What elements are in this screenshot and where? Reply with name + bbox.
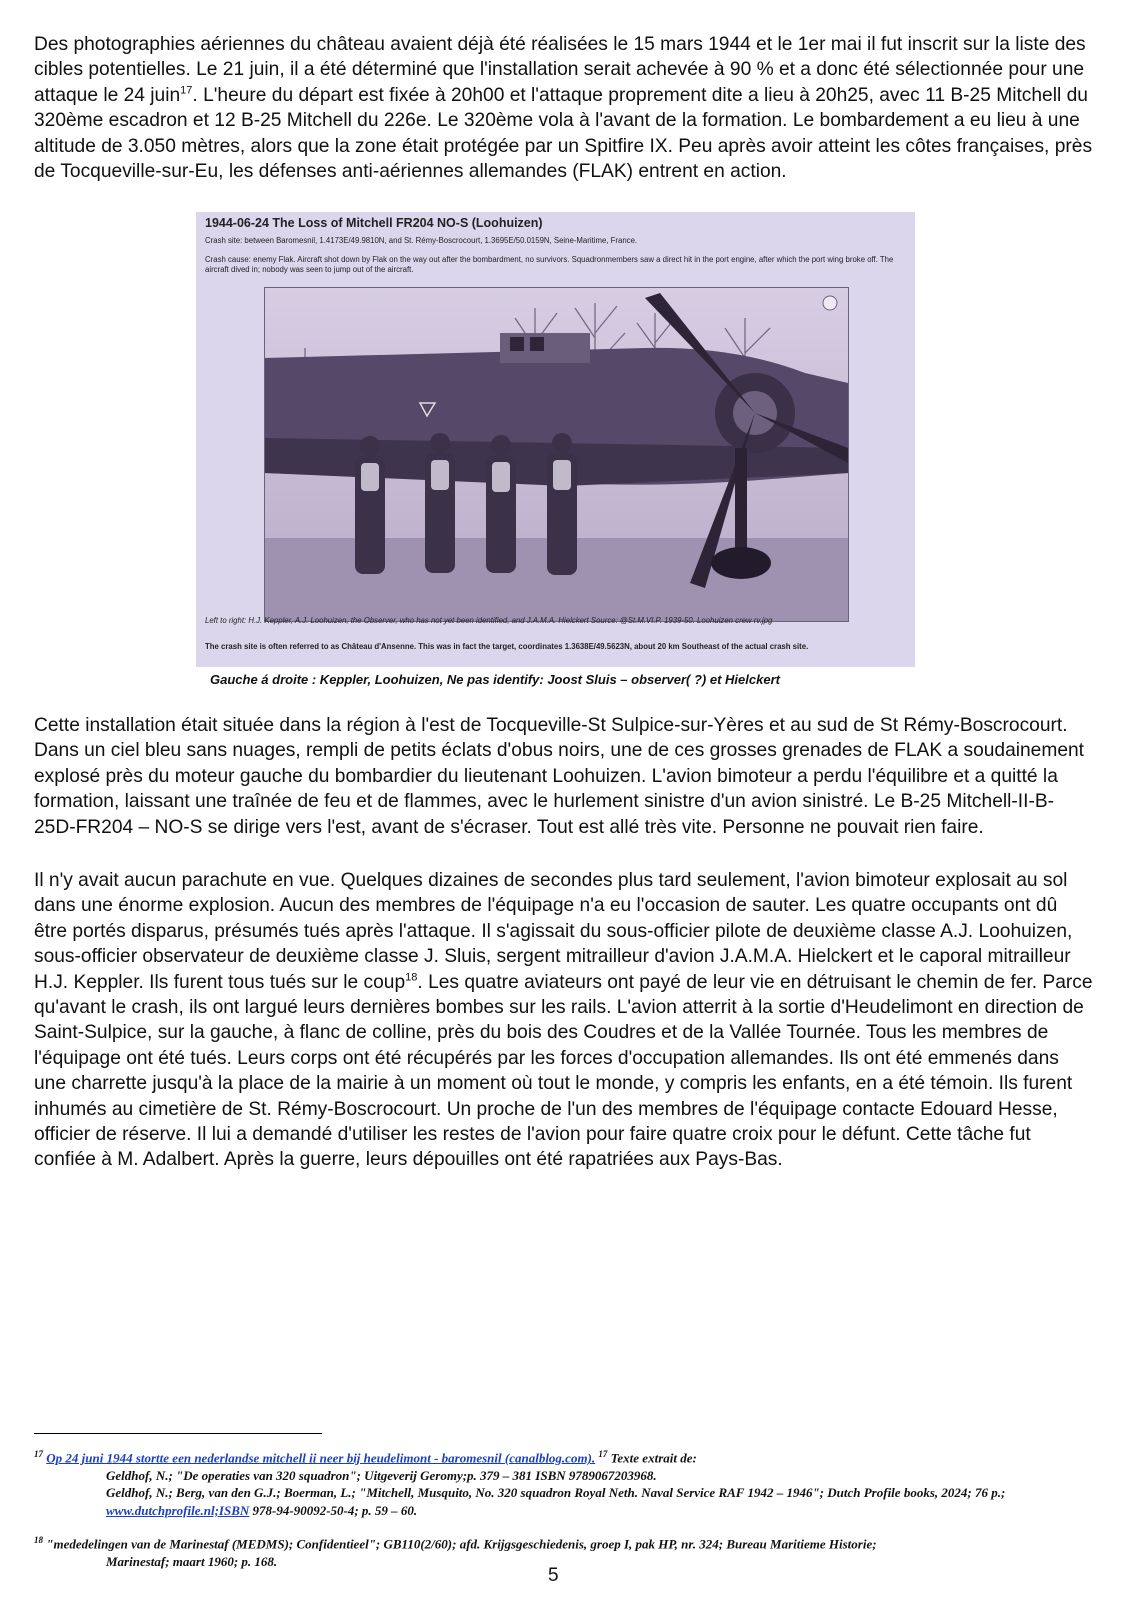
figure-crash-site: Crash site: between Baromesnil, 1.4173E/49.9810N, and St. Rémy-Boscrocourt, 1.3695E/50.0159N, Seine-Maritime, France. xyxy=(205,236,638,245)
footnote-17-reference-2-isbn: 978-94-90092-50-4; p. 59 – 60. xyxy=(249,1502,418,1518)
figure-note: The crash site is often referred to as Château d'Ansenne. This was in fact the target, coordinates 1.3638E/49.5623N, about 20 km Southeast of the actual crash site. xyxy=(205,642,809,651)
footnote-17-extract-label: Texte extrait de: xyxy=(610,1450,697,1466)
figure-left-to-right: Left to right: H.J. Keppler, A.J. Loohuizen, the Observer, who has not yet been identified, and J.A.M.A. Hielckert Source: @St.M.VI.P. 1939-50. Loohuizen crew rv.jpg xyxy=(205,616,773,625)
paragraph-1-text-b: . L'heure du départ est fixée à 20h00 et l'attaque proprement dite a lieu à 20h25, avec 11 B-25 Mitchell du 320ème escadron et 12 B-25 Mitchell du 226e. Le 320ème vola à l'avant de la formation. Le bombardement a eu lieu à une altitude de 3.050 mètres, alors que la zone était protégée par un Spitfire IX. Peu après avoir atteint les côtes françaises, près de Tocqueville-sur-Eu, les défenses anti-aériennes allemandes (FLAK) entrent en action. xyxy=(34,84,1093,183)
footnote-divider xyxy=(34,1433,322,1434)
paragraph-3-text-b: . Les quatre aviateurs ont payé de leur vie en détruisant le chemin de fer. Parce qu'avant le crash, ils ont largué leurs dernières bombes sur les rails. L'avion atterrit à la sortie d'Heudelimont en direction de Saint-Sulpice, sur la gauche, à flanc de colline, près du bois des Coudres et de la Vallée Tournée. Tous les membres de l'équipage ont été tués. Leurs corps ont été récupérés par les forces d'occupation allemandes. Ils ont été emmenés dans une charrette jusqu'à la place de la mairie à un moment où tout le monde, y compris les enfants, en a été témoin. Ils furent inhumés au cimetière de St. Rémy-Boscrocourt. Un proche de l'un des membres de l'équipage contacte Edouard Hesse, officier de réserve. Il lui a demandé d'utiliser les restes de l'avion pour faire quatre croix pour le défunt. Cette tâche fut confiée à M. Adalbert. Après la guerre, leurs dépouilles ont été rapatriées aux Pays-Bas. xyxy=(34,971,1093,1171)
footnote-ref-18[interactable]: 18 xyxy=(405,971,418,984)
crew-photo-illustration xyxy=(265,288,848,621)
footnote-17 xyxy=(34,1446,1094,1519)
page-number: 5 xyxy=(548,1565,559,1586)
paragraph-2: Cette installation était située dans la région à l'est de Tocqueville-St Sulpice-sur-Yères et au sud de St Rémy-Boscrocourt. Dans un ciel bleu sans nuages, rempli de petits éclats d'obus noirs, une de ces grosses grenades de FLAK a soudainement explosé près du moteur gauche du bombardier du lieutenant Loohuizen. L'avion bimoteur a perdu l'équilibre et a quitté la formation, laissant une traînée de feu et de flammes, avec le hurlement sinistre d'un avion sinistré. Le B-25 Mitchell-II-B-25D-FR204 – NO-S se dirige vers l'est, avant de s'écraser. Tout est allé très vite. Personne ne pouvait rien faire. xyxy=(34,715,1085,838)
figure-title: 1944-06-24 The Loss of Mitchell FR204 NO-S (Loohuizen) xyxy=(205,216,543,230)
footnote-ref-17[interactable]: 17 xyxy=(180,84,193,97)
paragraph-1-text-a: Des photographies aériennes du château avaient déjà été réalisées le 15 mars 1944 et le 1er mai il fut inscrit sur la liste des cibles potentielles. Le 21 juin, il a été déterminé que l'installation serait achevée à 90 % et a donc été sélectionnée pour une attaque le 24 juin xyxy=(34,34,1086,106)
footnote-17-reference-1: Geldhof, N.; "De operaties van 320 squadron"; Uitgeverij Geromy;p. 379 – 381 ISBN 9789067203968. xyxy=(106,1467,657,1483)
crew-photo xyxy=(264,287,849,622)
footnote-17-link[interactable]: Op 24 juni 1944 stortte een nederlandse mitchell ii neer bij heudelimont - baromesnil (canalblog.com). xyxy=(46,1450,596,1466)
paragraph-3 xyxy=(34,868,1094,1173)
footnote-17-number: 17 xyxy=(34,1449,43,1459)
footnote-18-text: "mededelingen van de Marinestaf (MEDMS); Confidentieel"; GB110(2/60); afd. Krijgsgeschiedenis, groep I, pak HP, nr. 324; Bureau Maritieme Historie; xyxy=(46,1536,877,1552)
figure-crash-cause: Crash cause: enemy Flak. Aircraft shot down by Flak on the way out after the bombardment, no survivors. Squadronmembers saw a direct hit in the port engine, after which the port wing broke off. The aircraft dived in; nobody was seen to jump out of the aircraft. xyxy=(205,255,894,274)
paragraph-1 xyxy=(34,32,1094,184)
footnote-17-reference-2-text: Geldhof, N.; Berg, van den G.J.; Boerman, L.; "Mitchell, Musquito, No. 320 squadron Royal Neth. Naval Service RAF 1942 – 1946"; Dutch Profile books, 2024; 76 p.; xyxy=(106,1485,1006,1501)
footnote-18 xyxy=(34,1532,1094,1570)
footnote-17-number-2: 17 xyxy=(598,1449,608,1459)
figure-caption: Gauche á droite : Keppler, Loohuizen, Ne pas identify: Joost Sluis – observer( ?) et Hielckert xyxy=(210,672,780,687)
figure-crash-card xyxy=(196,212,915,667)
footnote-17-reference-2-link[interactable]: www.dutchprofile.nl;ISBN xyxy=(106,1502,250,1518)
paragraph-3-text-a: Il n'y avait aucun parachute en vue. Quelques dizaines de secondes plus tard seulement, l'avion bimoteur explosait au sol dans une énorme explosion. Aucun des membres de l'équipage n'a eu l'occasion de sauter. Les quatre occupants ont dû être portés disparus, présumés tués après l'attaque. Il s'agissait du sous-officier pilote de deuxième classe A.J. Loohuizen, sous-officier observateur de deuxième classe J. Sluis, sergent mitrailleur d'avion J.A.M.A. Hielckert et le caporal mitrailleur H.J. Keppler. Ils furent tous tués sur le coup xyxy=(34,870,1073,993)
footnote-18-number: 18 xyxy=(34,1535,43,1545)
footnote-17-reference-2 xyxy=(34,1484,1094,1519)
footnote-18-text-continued: Marinestaf; maart 1960; p. 168. xyxy=(106,1553,278,1569)
